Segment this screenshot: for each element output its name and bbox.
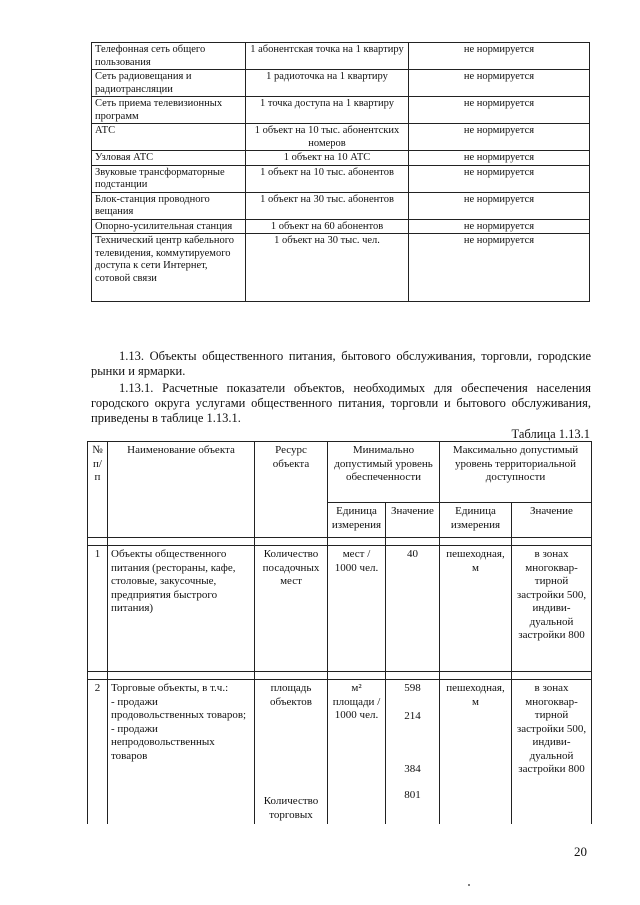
min-value-cell <box>386 680 440 825</box>
table-row <box>92 70 590 97</box>
max-unit-cell: пешеходная, м <box>440 680 512 825</box>
header-min-value: Значение <box>386 503 440 538</box>
resource-cell: 1 объект на 30 тыс. чел. <box>246 234 409 302</box>
resource-cell: 1 объект на 10 тыс. абонентских номеров <box>246 124 409 151</box>
value-total: 598 <box>404 682 421 694</box>
communications-norms-table <box>91 42 590 302</box>
table-row <box>92 151 590 166</box>
table-1-13-1 <box>87 441 592 824</box>
table-row <box>92 192 590 219</box>
access-cell: не нормируется <box>409 151 590 166</box>
access-cell: не нормируется <box>409 124 590 151</box>
header-resource: Ресурс объекта <box>255 442 328 538</box>
resource-cell: 1 объект на 10 АТС <box>246 151 409 166</box>
max-value-cell: в зонах многоквар-тирной застройки 500, индиви-дуальной застройки 800 <box>512 546 592 672</box>
min-value-cell: 40 <box>386 546 440 672</box>
object-name-cell: Сеть приема телевизионных программ <box>92 97 246 124</box>
access-cell: не нормируется <box>409 97 590 124</box>
resource-cell: 1 объект на 30 тыс. абонентов <box>246 192 409 219</box>
value-nonfood: 384 <box>404 763 421 775</box>
resource-cell: 1 объект на 10 тыс. абонентов <box>246 165 409 192</box>
resource-cell: Количество посадочных мест <box>255 546 328 672</box>
resource-text-1: площадь объектов <box>270 682 312 708</box>
table-caption: Таблица 1.13.1 <box>511 427 590 441</box>
table-row <box>92 43 590 70</box>
access-cell: не нормируется <box>409 165 590 192</box>
object-name-cell <box>108 680 255 825</box>
header-min-level: Минимально допустимый уровень обеспеченности <box>328 442 440 503</box>
header-row <box>88 442 592 503</box>
header-max-unit: Единица измерения <box>440 503 512 538</box>
table-row <box>88 546 592 672</box>
access-cell: не нормируется <box>409 70 590 97</box>
resource-cell: 1 абонентская точка на 1 квартиру <box>246 43 409 70</box>
access-cell: не нормируется <box>409 192 590 219</box>
table-row <box>92 165 590 192</box>
object-name-text: Торговые объекты, в т.ч.: - продажи продовольственных товаров; - продажи непродовольственных товаров <box>111 682 247 762</box>
access-cell: не нормируется <box>409 219 590 234</box>
table-row <box>88 680 592 825</box>
value-food: 214 <box>404 709 421 722</box>
object-name-cell: Опорно-усилительная станция <box>92 219 246 234</box>
table-row <box>92 219 590 234</box>
resource-cell: 1 радиоточка на 1 квартиру <box>246 70 409 97</box>
spacer-row <box>88 538 592 546</box>
access-cell: не нормируется <box>409 234 590 302</box>
section-heading-1-13: 1.13. Объекты общественного питания, бытового обслуживания, торговли, городские рынки и ярмарки. <box>91 349 591 378</box>
row-num: 1 <box>88 546 108 672</box>
resource-cell: 1 объект на 60 абонентов <box>246 219 409 234</box>
value-places: 801 <box>404 788 421 801</box>
resource-text-2: Количество торговых <box>263 795 319 821</box>
object-name-cell: Звуковые трансформаторные подстанции <box>92 165 246 192</box>
object-name-cell: Блок-станция проводного вещания <box>92 192 246 219</box>
object-name-cell: Объекты общественного питания (рестораны, кафе, столовые, закусочные, предприятия быстрого питания) <box>108 546 255 672</box>
access-cell: не нормируется <box>409 43 590 70</box>
resource-cell <box>255 680 328 825</box>
header-max-value: Значение <box>512 503 592 538</box>
table-row <box>92 124 590 151</box>
section-paragraph-1-13-1: 1.13.1. Расчетные показатели объектов, необходимых для обеспечения населения городского округа услугами общественного питания, торговли и бытового обслуживания, приведены в таблице 1.13.1. <box>91 381 591 425</box>
header-max-level: Максимально допустимый уровень территориальной доступности <box>440 442 592 503</box>
header-object-name: Наименование объекта <box>108 442 255 538</box>
max-unit-cell: пешеходная, м <box>440 546 512 672</box>
max-value-cell: в зонах многоквар-тирной застройки 500, индиви-дуальной застройки 800 <box>512 680 592 825</box>
table-row <box>92 234 590 302</box>
object-name-cell: АТС <box>92 124 246 151</box>
table-row <box>92 97 590 124</box>
scan-speck <box>468 884 470 886</box>
min-unit-cell: мест / 1000 чел. <box>328 546 386 672</box>
object-name-cell: Технический центр кабельного телевидения, коммутируемого доступа к сети Интернет, сотовой связи <box>92 234 246 302</box>
spacer-row <box>88 672 592 680</box>
page-number: 20 <box>574 844 587 859</box>
object-name-cell: Сеть радиовещания и радиотрансляции <box>92 70 246 97</box>
object-name-cell: Узловая АТС <box>92 151 246 166</box>
header-num: № п/п <box>88 442 108 538</box>
row-num: 2 <box>88 680 108 825</box>
min-unit-cell: м² площади / 1000 чел. <box>328 680 386 825</box>
header-min-unit: Единица измерения <box>328 503 386 538</box>
resource-cell: 1 точка доступа на 1 квартиру <box>246 97 409 124</box>
object-name-cell: Телефонная сеть общего пользования <box>92 43 246 70</box>
